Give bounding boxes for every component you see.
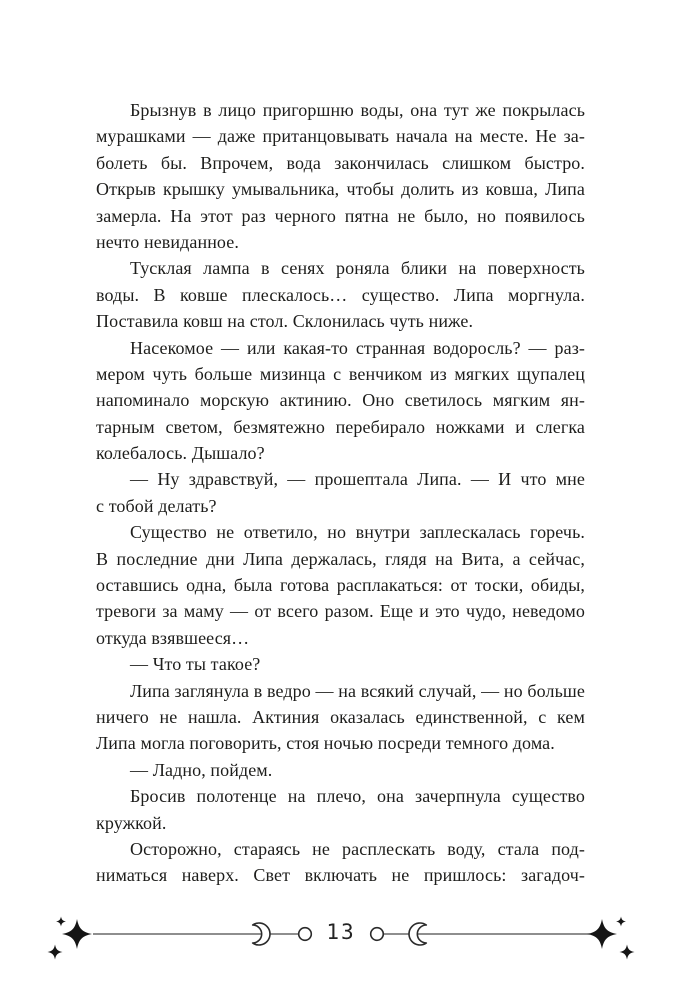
text-line: ничего не нашла. Актиния оказалась единственной, с кем [96, 706, 585, 727]
text-line: тревоги за маму — от всего разом. Еще и это чудо, неведомо [96, 601, 585, 622]
text-line: Брызнув в лицо пригоршню воды, она тут же покрылась [130, 100, 585, 120]
text-line: с тобой делать? [96, 495, 217, 516]
paragraph [96, 97, 585, 255]
text-line: замерла. На этот раз черного пятна не было, но появилось [96, 205, 585, 226]
text-line: Бросив полотенце на плечо, она зачерпнула существо [130, 786, 585, 807]
text-line: мурашками — даже пританцовывать начала на месте. Не за- [96, 126, 585, 147]
paragraph [96, 519, 585, 651]
text-line: Насекомое — или какая-то странная водоросль? — раз- [130, 337, 585, 358]
paragraph [96, 255, 585, 334]
text-line: — Что ты такое? [130, 654, 261, 675]
text-line: Липа могла поговорить, стоя ночью посреди темного дома. [96, 733, 555, 754]
text-line: Липа заглянула в ведро — на всякий случай, — но больше [130, 680, 585, 701]
text-line: болеть бы. Впрочем, вода закончилась слишком быстро. [96, 152, 585, 173]
sparkle-star-icon [620, 945, 635, 960]
text-line: Существо не ответило, но внутри заплескалась горечь. [130, 522, 585, 543]
text-line: тарным светом, безмятежно перебирало ножками и слегка [96, 416, 585, 437]
text-line: оставшись одна, была готова расплакаться: от тоски, обиды, [96, 575, 585, 596]
text-line: В последние дни Липа держалась, глядя на Вита, а сейчас, [96, 548, 585, 569]
text-line: Открыв крышку умывальника, чтобы долить из ковша, Липа [96, 179, 585, 200]
paragraph [96, 335, 585, 467]
text-line: Поставила ковш на стол. Склонилась чуть ниже. [96, 311, 474, 332]
text-line: напоминало морскую актинию. Оно светилось мягким ян- [96, 390, 585, 411]
sparkle-star-icon [48, 945, 63, 960]
paragraph [96, 783, 585, 836]
paragraph [96, 836, 585, 889]
paragraph [96, 757, 585, 783]
text-line: — Ну здравствуй, — прошептала Липа. — И что мне [130, 469, 585, 490]
text-line: нечто невиданное. [96, 231, 239, 252]
page-footer [0, 895, 682, 981]
page-number: 13 [326, 920, 356, 944]
text-line: откуда взявшееся… [96, 627, 250, 648]
paragraph [96, 466, 585, 519]
text-line: воды. В ковше плескалось… существо. Липа моргнула. [96, 284, 585, 305]
paragraph [96, 678, 585, 757]
text-line: Тусклая лампа в сенях роняла блики на поверхность [130, 258, 585, 279]
text-line: Осторожно, стараясь не расплескать воду, стала под- [130, 838, 585, 859]
paragraph [96, 651, 585, 677]
text-line: ниматься наверх. Свет включать не пришлось: загадоч- [96, 865, 585, 886]
text-line: колебалось. Дышало? [96, 443, 265, 464]
text-line: кружкой. [96, 812, 167, 833]
text-line: — Ладно, пойдем. [130, 759, 273, 780]
body-text [96, 97, 585, 889]
text-line: мером чуть больше мизинца с венчиком из мягких щупалец [96, 363, 585, 384]
